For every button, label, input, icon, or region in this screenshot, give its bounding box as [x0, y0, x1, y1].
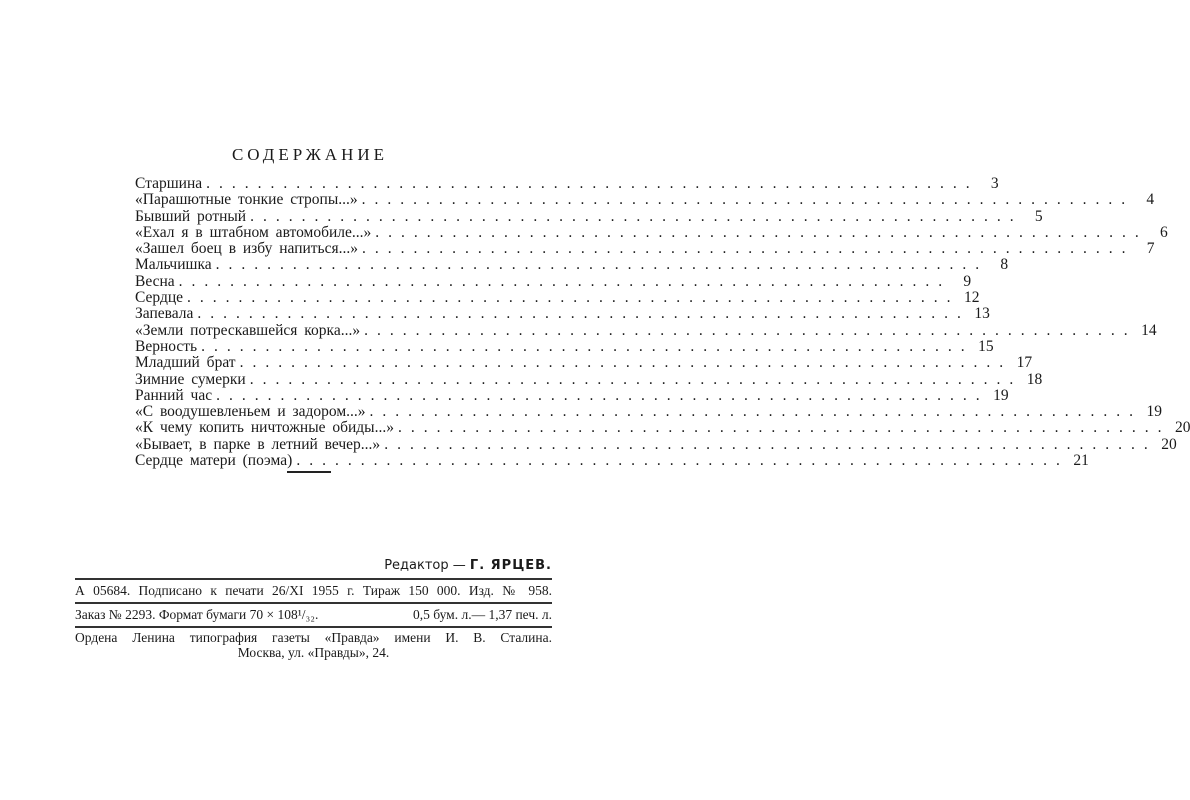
toc-entry-page: 18	[1026, 370, 1043, 388]
toc-entry	[135, 419, 1190, 437]
toc-leader-dots: ............................................................	[397, 419, 1171, 437]
imprint-line-1: А 05684. Подписано к печати 26/XI 1955 г. Тираж 150 000. Изд. № 958.	[75, 583, 552, 598]
toc-entry-title: «Парашютные тонкие стропы...»	[135, 191, 358, 209]
toc-entry-title: «С воодушевленьем и задором...»	[135, 403, 366, 421]
toc-entry-page: 20	[1174, 419, 1190, 437]
toc-entry-title: «Ехал я в штабном автомобиле...»	[135, 223, 372, 241]
toc-leader-dots: ............................................................	[364, 321, 1137, 339]
toc-entry	[135, 321, 1157, 339]
toc-entry-title: «К чему копить ничтожные обиды...»	[135, 419, 394, 437]
toc-leader-dots: ............................................................	[206, 175, 979, 192]
toc-entry-page: 20	[1161, 435, 1177, 453]
toc-entry-title: Зимние сумерки	[135, 370, 246, 388]
imprint-rule	[75, 602, 552, 604]
toc-entry-page: 5	[1034, 207, 1043, 225]
toc-leader-dots: ............................................................	[197, 305, 970, 323]
toc-entry-title: Мальчишка	[135, 256, 212, 274]
toc-leader-dots: ............................................................	[362, 240, 1135, 258]
toc-leader-dots: ............................................................	[215, 256, 989, 274]
toc-leader-dots: ............................................................	[249, 370, 1023, 388]
toc-entry-page: 8	[1000, 256, 1009, 274]
toc-entry	[135, 337, 994, 355]
toc-entry	[135, 354, 1033, 372]
toc-leader-dots: ............................................................	[187, 289, 960, 307]
toc-entry-page: 12	[964, 289, 980, 307]
toc-entry-page: 17	[1016, 354, 1033, 372]
toc-entry-title: Сердце	[135, 289, 184, 307]
imprint-sheets: 0,5 бум. л.— 1,37 печ. л.	[413, 607, 552, 622]
toc-entry-page: 9	[963, 272, 972, 290]
imprint-line-2	[75, 607, 552, 623]
editor-name: Г. ЯРЦЕВ.	[469, 558, 552, 573]
toc-entry	[135, 289, 980, 307]
toc-entry	[135, 207, 1043, 225]
toc-entry	[135, 240, 1155, 258]
toc-entry-title: Старшина	[135, 175, 203, 192]
toc-entry-title: Верность	[135, 337, 198, 355]
toc-leader-dots: ............................................................	[178, 272, 952, 290]
toc-entry-title: Сердце матери (поэма)	[135, 452, 293, 470]
toc-entry-page: 4	[1146, 191, 1155, 209]
toc-entry-page: 14	[1141, 321, 1157, 339]
toc-entry-page: 13	[974, 305, 990, 323]
toc-entry	[135, 223, 1168, 241]
toc-entry-title: Ранний час	[135, 386, 213, 404]
toc-entry-title: Запевала	[135, 305, 194, 323]
toc-entry-title: Бывший ротный	[135, 207, 247, 225]
toc-entry-page: 21	[1073, 452, 1089, 470]
toc-entry-title: Младший брат	[135, 354, 236, 372]
toc-leader-dots: ............................................................	[369, 403, 1143, 421]
separator-rule	[287, 471, 331, 473]
toc-entry	[135, 256, 1009, 274]
page-title: СОДЕРЖАНИЕ	[231, 145, 389, 164]
toc-leader-dots: ............................................................	[361, 191, 1135, 209]
toc-entry	[135, 175, 999, 192]
toc-entry-page: 15	[978, 337, 994, 355]
toc-entry-page: 3	[990, 175, 999, 192]
toc-entry	[135, 435, 1177, 453]
toc-entry	[135, 386, 1009, 404]
toc-entry-page: 6	[1160, 223, 1168, 241]
toc-leader-dots: ............................................................	[239, 354, 1013, 372]
editor-credit	[384, 558, 552, 573]
imprint-rule	[75, 626, 552, 628]
toc-entry	[135, 272, 972, 290]
editor-label: Редактор —	[384, 558, 466, 573]
toc-entry-title: «Бывает, в парке в летний вечер...»	[135, 435, 381, 453]
toc-leader-dots: ............................................................	[384, 435, 1157, 453]
imprint-line-4: Москва, ул. «Правды», 24.	[237, 645, 390, 660]
toc-entry-page: 19	[993, 386, 1009, 404]
toc-entry	[135, 452, 1089, 470]
toc-leader-dots: ............................................................	[216, 386, 989, 404]
toc-entry	[135, 403, 1163, 421]
toc-entry-title: Весна	[135, 272, 175, 290]
toc-entry-page: 7	[1146, 240, 1155, 258]
toc-leader-dots: ............................................................	[375, 223, 1148, 241]
toc-entry-title: «Земли потрескавшейся корка...»	[135, 321, 361, 339]
toc-entry-page: 19	[1146, 403, 1163, 421]
toc-leader-dots: ............................................................	[201, 337, 974, 355]
table-of-contents	[135, 175, 1190, 470]
imprint-rule	[75, 578, 552, 580]
toc-leader-dots: ............................................................	[296, 452, 1069, 470]
imprint-line-3: Ордена Ленина типография газеты «Правда» имени И. В. Сталина.	[75, 630, 552, 645]
imprint-order: Заказ № 2293. Формат бумаги 70 × 108¹/₃₂.	[75, 607, 319, 622]
toc-entry	[135, 370, 1043, 388]
toc-leader-dots: ............................................................	[250, 207, 1023, 225]
toc-entry	[135, 191, 1155, 209]
toc-entry	[135, 305, 990, 323]
toc-entry-title: «Зашел боец в избу напиться...»	[135, 240, 359, 258]
